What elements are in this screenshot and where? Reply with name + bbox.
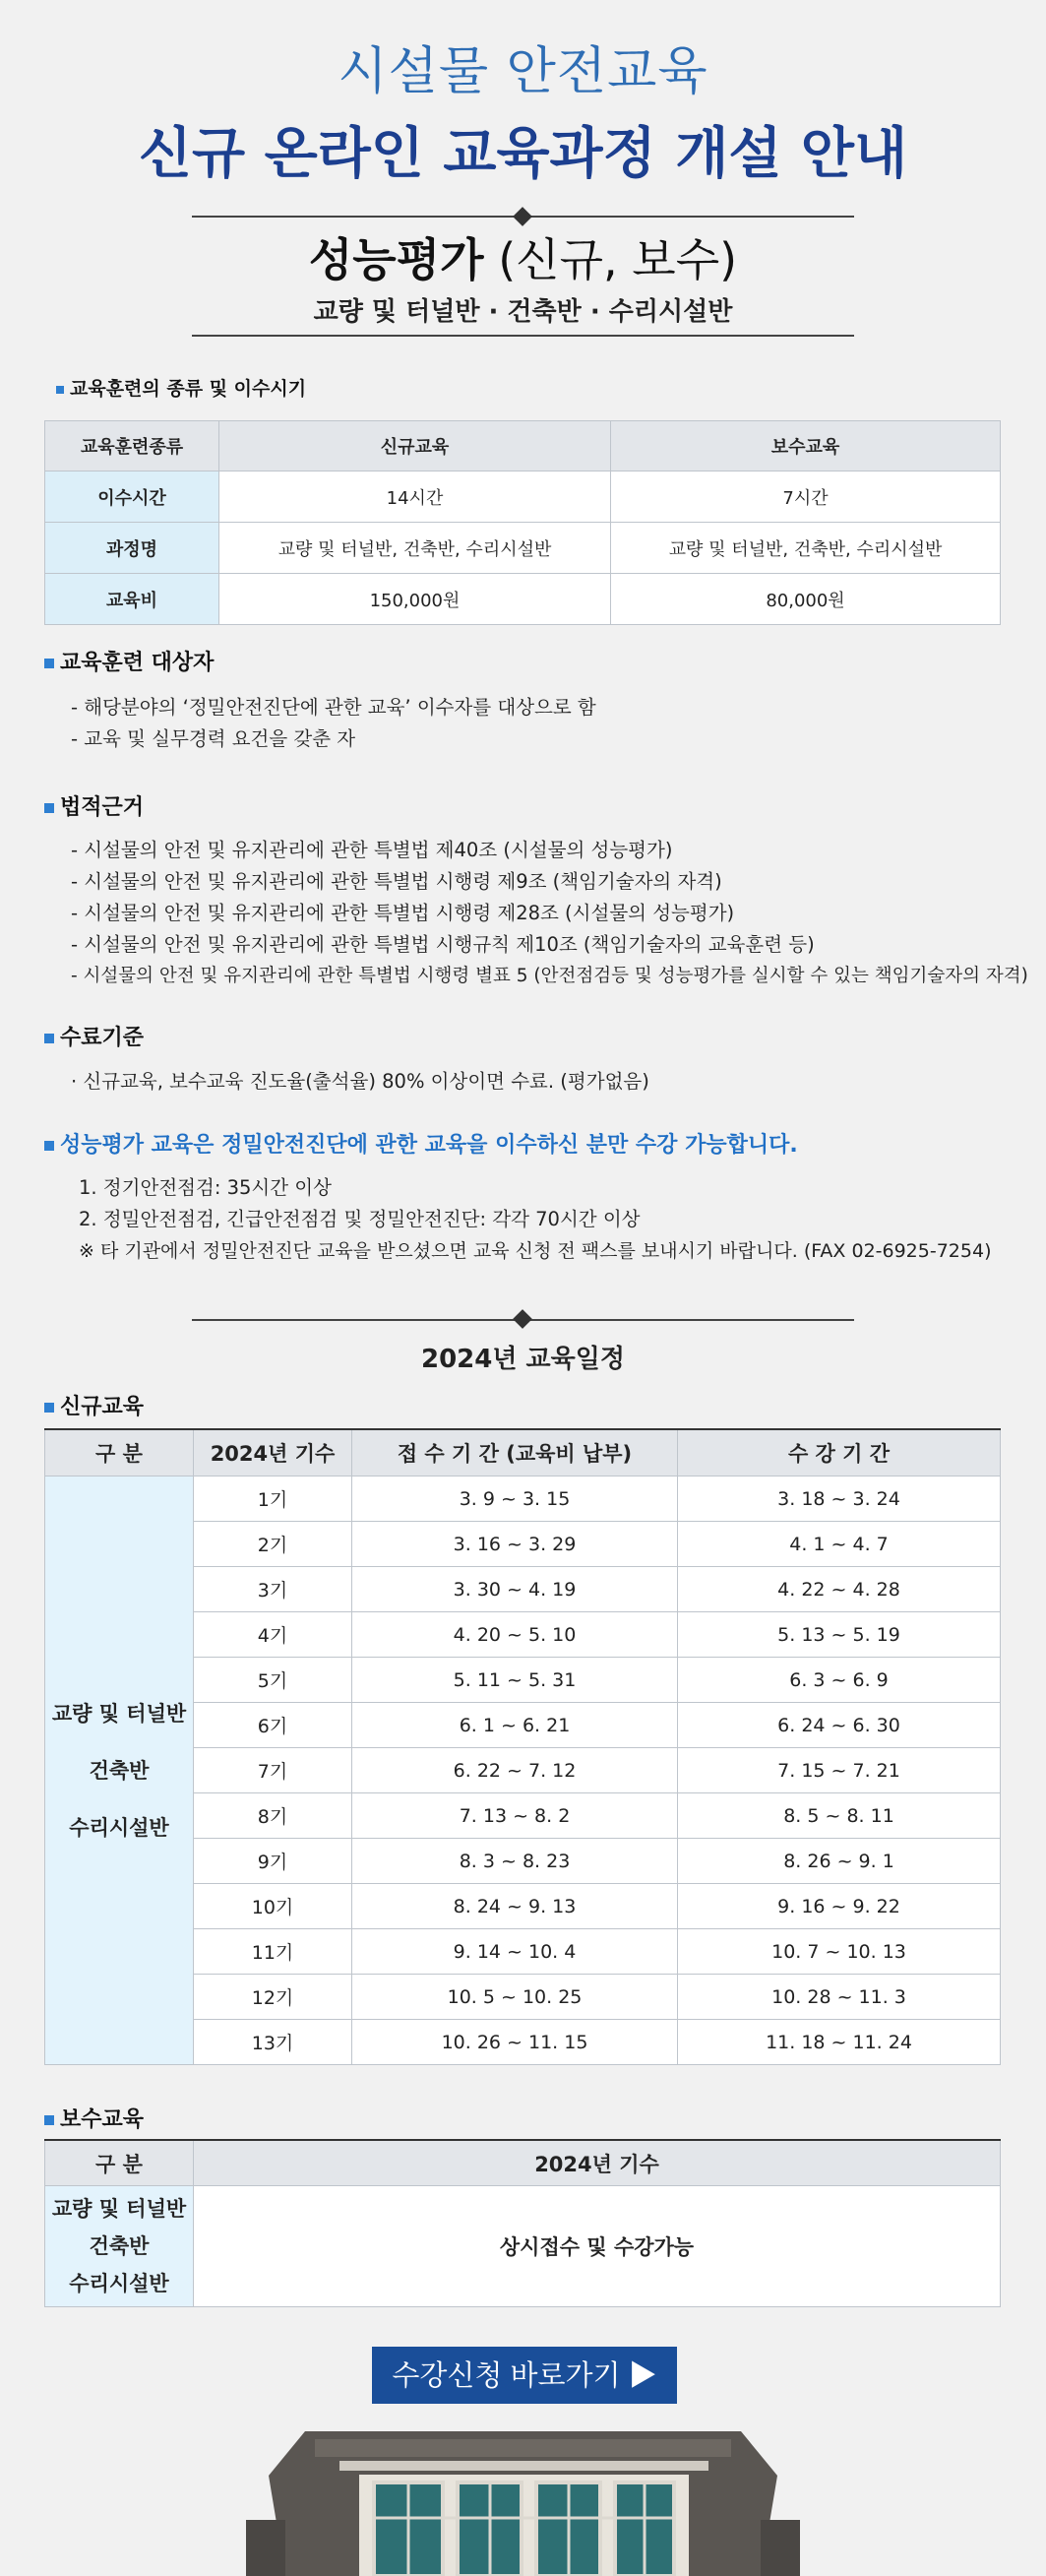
registration-cell: 6. 1 ~ 6. 21 [352,1703,678,1748]
list-item: - 시설물의 안전 및 유지관리에 관한 특별법 시행령 제28조 (시설물의 성능평가) [71,902,735,924]
study-cell: 10. 28 ~ 11. 3 [678,1975,1001,2020]
study-cell: 4. 1 ~ 4. 7 [678,1522,1001,1567]
legal-list [71,835,1028,992]
registration-cell: 7. 13 ~ 8. 2 [352,1793,678,1839]
term-cell: 8기 [194,1793,352,1839]
section-heading-target: 교육훈련 대상자 [44,646,214,676]
group-line: 수리시설반 [69,1815,169,1840]
row-label: 교육비 [45,574,219,625]
term-cell: 11기 [194,1929,352,1975]
bullet-square-icon [44,2115,54,2125]
course-subtitle: 교량 및 터널반 · 건축반 · 수리시설반 [313,297,733,327]
list-item: - 시설물의 안전 및 유지관리에 관한 특별법 시행령 별표 5 (안전점검등 및 성능평가를 실시할 수 있는 책임기술자의 자격) [71,966,1028,986]
term-cell: 13기 [194,2020,352,2065]
term-cell: 3기 [194,1567,352,1612]
refresh-value-cell: 상시접수 및 수강가능 [194,2186,1001,2307]
group-line: 건축반 [89,1758,150,1783]
list-item: - 시설물의 안전 및 유지관리에 관한 특별법 제40조 (시설물의 성능평가) [71,839,673,861]
table-cell: 150,000원 [219,574,611,625]
registration-cell: 3. 9 ~ 3. 15 [352,1476,678,1522]
study-cell: 4. 22 ~ 4. 28 [678,1567,1001,1612]
column-header: 신규교육 [219,421,611,471]
table-row [45,2186,1001,2307]
table-cell: 교량 및 터널반, 건축반, 수리시설반 [611,523,1001,574]
course-title-bold: 성능평가 [308,233,484,286]
term-cell: 12기 [194,1975,352,2020]
types-table [44,420,1001,625]
group-cell [45,2186,194,2307]
list-item: 2. 정밀안전점검, 긴급안전점검 및 정밀안전진단: 각각 70시간 이상 [79,1208,641,1230]
term-cell: 2기 [194,1522,352,1567]
course-title-paren: (신규, 보수) [498,233,738,286]
title-line2: 신규 온라인 교육과정 개설 안내 [138,122,908,186]
registration-cell: 10. 5 ~ 10. 25 [352,1975,678,2020]
bullet-square-icon [44,803,54,813]
target-list [71,692,596,755]
registration-cell: 9. 14 ~ 10. 4 [352,1929,678,1975]
section-heading-types: 교육훈련의 종류 및 이수시기 [56,374,306,401]
study-cell: 11. 18 ~ 11. 24 [678,2020,1001,2065]
term-cell: 1기 [194,1476,352,1522]
term-cell: 7기 [194,1748,352,1793]
table-row [45,471,1001,523]
bullet-square-icon [44,1403,54,1413]
bullet-square-icon [44,1141,54,1151]
list-item: · 신규교육, 보수교육 진도율(출석율) 80% 이상이면 수료. (평가없음) [71,1070,649,1093]
study-cell: 10. 7 ~ 10. 13 [678,1929,1001,1975]
completion-list [71,1066,649,1098]
apply-button[interactable]: 수강신청 바로가기 ▶ [372,2347,677,2404]
group-line: 교량 및 터널반 [51,2197,187,2221]
term-cell: 6기 [194,1703,352,1748]
table-row [45,574,1001,625]
study-cell: 6. 24 ~ 6. 30 [678,1703,1001,1748]
group-cell [45,1476,194,2065]
registration-cell: 8. 3 ~ 8. 23 [352,1839,678,1884]
table-cell: 80,000원 [611,574,1001,625]
section-heading-refresh: 보수교육 [44,2103,144,2133]
study-cell: 6. 3 ~ 6. 9 [678,1658,1001,1703]
notice-heading: 성능평가 교육은 정밀안전진단에 관한 교육을 이수하신 분만 수강 가능합니다. [44,1128,798,1159]
section-heading-legal: 법적근거 [44,790,144,821]
diamond-ornament [513,1309,532,1329]
study-cell: 8. 5 ~ 8. 11 [678,1793,1001,1839]
diamond-ornament [513,207,532,226]
study-cell: 3. 18 ~ 3. 24 [678,1476,1001,1522]
section-heading-new: 신규교육 [44,1390,144,1420]
column-header: 2024년 기수 [194,1429,352,1476]
list-item: - 시설물의 안전 및 유지관리에 관한 특별법 시행령 제9조 (책임기술자의 자격) [71,870,722,893]
course-title [0,224,1046,289]
term-cell: 10기 [194,1884,352,1929]
table-header-row [45,421,1001,471]
group-line: 교량 및 터널반 [51,1701,187,1726]
list-item: ※ 타 기관에서 정밀안전진단 교육을 받으셨으면 교육 신청 전 팩스를 보내시기 바랍니다. (FAX 02-6925-7254) [79,1240,992,1262]
registration-cell: 10. 26 ~ 11. 15 [352,2020,678,2065]
bullet-square-icon [56,386,64,394]
column-header: 구 분 [45,2140,194,2186]
registration-cell: 4. 20 ~ 5. 10 [352,1612,678,1658]
table-cell: 교량 및 터널반, 건축반, 수리시설반 [219,523,611,574]
registration-cell: 3. 30 ~ 4. 19 [352,1567,678,1612]
divider [192,335,854,337]
refresh-schedule-table [44,2139,1001,2307]
study-cell: 5. 13 ~ 5. 19 [678,1612,1001,1658]
term-cell: 9기 [194,1839,352,1884]
section-heading-completion: 수료기준 [44,1021,144,1051]
table-cell: 7시간 [611,471,1001,523]
list-item: - 시설물의 안전 및 유지관리에 관한 특별법 시행규칙 제10조 (책임기술자의 교육훈련 등) [71,933,815,956]
study-cell: 7. 15 ~ 7. 21 [678,1748,1001,1793]
column-header: 2024년 기수 [194,2140,1001,2186]
title-line1: 시설물 안전교육 [338,42,708,101]
column-header: 수 강 기 간 [678,1429,1001,1476]
study-cell: 8. 26 ~ 9. 1 [678,1839,1001,1884]
registration-cell: 8. 24 ~ 9. 13 [352,1884,678,1929]
term-cell: 4기 [194,1612,352,1658]
table-header-row [45,1429,1001,1476]
row-label: 이수시간 [45,471,219,523]
column-header: 접 수 기 간 (교육비 납부) [352,1429,678,1476]
column-header: 교육훈련종류 [45,421,219,471]
notice-list [79,1172,992,1267]
group-line: 건축반 [89,2234,150,2258]
list-item: - 해당분야의 ‘정밀안전진단에 관한 교육’ 이수자를 대상으로 함 [71,696,596,719]
group-line: 수리시설반 [69,2272,169,2295]
registration-cell: 5. 11 ~ 5. 31 [352,1658,678,1703]
list-item: 1. 정기안전점검: 35시간 이상 [79,1176,332,1199]
column-header: 구 분 [45,1429,194,1476]
column-header: 보수교육 [611,421,1001,471]
bullet-square-icon [44,659,54,668]
building-illustration [246,2431,800,2576]
registration-cell: 6. 22 ~ 7. 12 [352,1748,678,1793]
study-cell: 9. 16 ~ 9. 22 [678,1884,1001,1929]
table-row [45,1476,1001,1522]
schedule-title: 2024년 교육일정 [421,1345,625,1374]
new-schedule-table [44,1428,1001,2065]
registration-cell: 3. 16 ~ 3. 29 [352,1522,678,1567]
bullet-square-icon [44,1034,54,1043]
list-item: - 교육 및 실무경력 요건을 갖춘 자 [71,727,356,750]
table-header-row [45,2140,1001,2186]
table-cell: 14시간 [219,471,611,523]
table-row [45,523,1001,574]
row-label: 과정명 [45,523,219,574]
term-cell: 5기 [194,1658,352,1703]
